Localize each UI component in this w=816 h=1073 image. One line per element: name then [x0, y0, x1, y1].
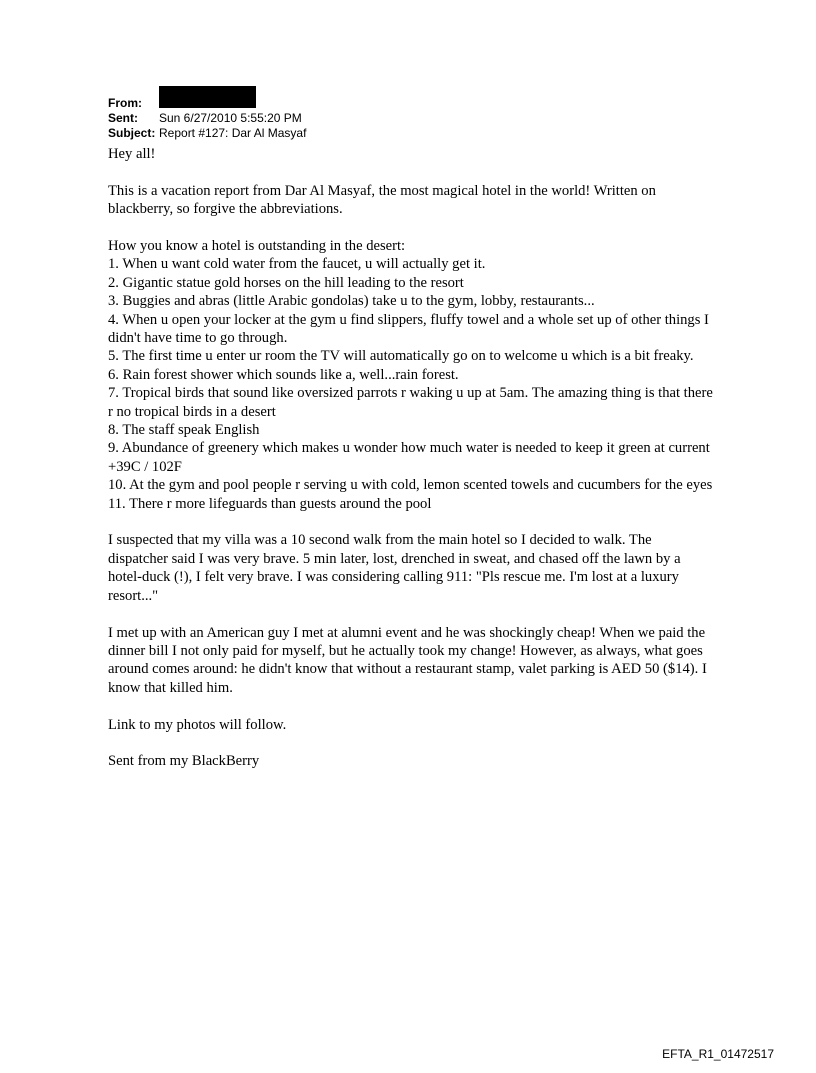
signature: Sent from my BlackBerry	[108, 753, 260, 770]
list-item: 10. At the gym and pool people r serving u with cold, lemon scented towels and cucumbers for the eyes	[108, 477, 713, 494]
outstanding-list	[108, 237, 714, 513]
greeting: Hey all!	[108, 146, 156, 162]
cheap-guy-paragraph: I met up with an American guy I met at alumni event and he was shockingly cheap! When we paid the dinner bill I not only paid for myself, but he actually took my change! However, as always, what goes around comes around: he didn't know that without a restaurant stamp, valet parking is AED 50 ($14). I know that killed him.	[108, 624, 707, 696]
subject-value: Report #127: Dar Al Masyaf	[159, 126, 307, 140]
list-item: 6. Rain forest shower which sounds like a, well...rain forest.	[108, 366, 459, 383]
from-label: From:	[108, 96, 142, 110]
list-item: 2. Gigantic statue gold horses on the hill leading to the resort	[108, 274, 464, 291]
list-item: 5. The first time u enter ur room the TV will automatically go on to welcome u which is a bit freaky.	[108, 348, 694, 365]
sent-label: Sent:	[108, 111, 138, 125]
document-id: EFTA_R1_01472517	[662, 1047, 774, 1061]
email-body	[108, 145, 714, 789]
list-item: 4. When u open your locker at the gym u find slippers, fluffy towel and a whole set up of other things I didn't have time to go through.	[108, 311, 709, 347]
redacted-sender	[159, 86, 256, 108]
villa-paragraph: I suspected that my villa was a 10 second walk from the main hotel so I decided to walk. The dispatcher said I was very brave. 5 min later, lost, drenched in sweat, and chased off the lawn by a hotel-duck (!), I felt very brave. I was considering calling 911: "Pls rescue me. I'm lost at a luxury resort..."	[108, 532, 681, 604]
list-item: 8. The staff speak English	[108, 422, 260, 439]
sent-value: Sun 6/27/2010 5:55:20 PM	[159, 111, 302, 125]
photos-line: Link to my photos will follow.	[108, 716, 287, 733]
list-item: 7. Tropical birds that sound like oversized parrots r waking u up at 5am. The amazing thing is that there r no tropical birds in a desert	[108, 385, 713, 420]
list-item: 9. Abundance of greenery which makes u wonder how much water is needed to keep it green at current +39C / 102F	[108, 440, 710, 475]
list-heading: How you know a hotel is outstanding in the desert:	[108, 238, 406, 254]
list-item: 1. When u want cold water from the faucet, u will actually get it.	[108, 256, 486, 273]
list-item: 11. There r more lifeguards than guests around the pool	[108, 495, 432, 512]
list-item: 3. Buggies and abras (little Arabic gondolas) take u to the gym, lobby, restaurants...	[108, 293, 595, 310]
intro-paragraph: This is a vacation report from Dar Al Masyaf, the most magical hotel in the world! Written on blackberry, so forgive the abbreviations.	[108, 182, 656, 218]
subject-label: Subject:	[108, 126, 156, 140]
email-header	[108, 96, 306, 141]
